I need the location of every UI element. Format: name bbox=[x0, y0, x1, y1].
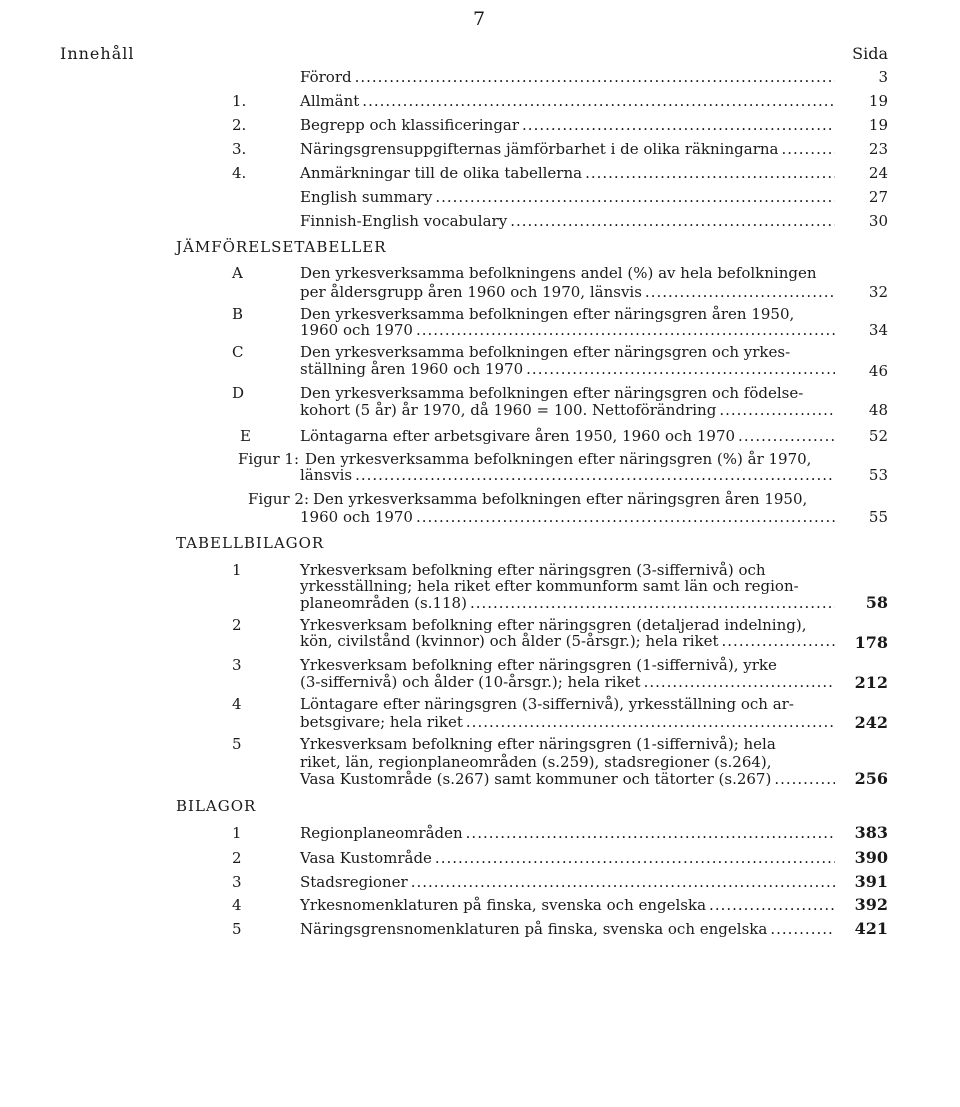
dot-leader bbox=[362, 92, 835, 110]
entry-title-line: Löntagarna efter arbetsgivare åren 1950, 1960 och 1970 bbox=[300, 427, 736, 445]
entry-page: 32 bbox=[868, 283, 888, 301]
dot-leader bbox=[355, 68, 835, 86]
entry-letter: E bbox=[240, 427, 251, 445]
toc-entry-figure-1[interactable] bbox=[300, 466, 835, 484]
entry-page: 53 bbox=[868, 466, 888, 484]
entry-title-line: Vasa Kustområde (s.267) samt kommuner och tätorter (s.267) bbox=[300, 770, 772, 788]
toc-entry-tabellbilaga-1[interactable] bbox=[300, 594, 835, 612]
section-heading-bilagor: BILAGOR bbox=[176, 797, 257, 815]
toc-entry-table-d[interactable] bbox=[300, 401, 835, 419]
entry-title-line: Den yrkesverksamma befolkningen efter näringsgren åren 1950, bbox=[300, 305, 795, 323]
entry-number: 3 bbox=[232, 873, 242, 891]
dot-leader bbox=[411, 873, 835, 891]
entry-page: 256 bbox=[854, 769, 888, 788]
entry-title-line: yrkesställning; hela riket efter kommunform samt län och region- bbox=[300, 577, 799, 595]
entry-title-line: kohort (5 år) år 1970, då 1960 = 100. Nettoförändring bbox=[300, 401, 717, 419]
entry-page: 3 bbox=[878, 68, 888, 86]
entry-number: 5 bbox=[232, 735, 242, 753]
toc-entry-tabellbilaga-5[interactable] bbox=[300, 770, 835, 788]
dot-leader bbox=[585, 164, 835, 182]
entry-title-line: Den yrkesverksamma befolkningen efter näringsgren och födelse- bbox=[300, 384, 804, 402]
entry-title-line: Den yrkesverksamma befolkningen efter näringsgren och yrkes- bbox=[300, 343, 791, 361]
figure-1-label: Figur 1: bbox=[238, 450, 300, 468]
entry-title-line: 1960 och 1970 bbox=[300, 321, 413, 339]
dot-leader bbox=[781, 140, 835, 158]
toc-entry-table-c[interactable] bbox=[300, 360, 835, 378]
entry-letter: B bbox=[232, 305, 244, 323]
entry-page: 52 bbox=[868, 427, 888, 445]
dot-leader bbox=[645, 283, 835, 301]
dot-leader bbox=[416, 321, 835, 339]
entry-number: 1. bbox=[232, 92, 247, 110]
entry-page: 19 bbox=[868, 92, 888, 110]
entry-page: 48 bbox=[868, 401, 888, 419]
toc-entry-tabellbilaga-4[interactable] bbox=[300, 713, 835, 731]
dot-leader bbox=[435, 849, 835, 867]
dot-leader bbox=[719, 401, 835, 419]
entry-title-line: länsvis bbox=[300, 466, 353, 484]
entry-page: 242 bbox=[854, 713, 888, 732]
dot-leader bbox=[770, 920, 835, 938]
entry-letter: C bbox=[232, 343, 244, 361]
dot-leader bbox=[470, 594, 835, 612]
entry-title: Stadsregioner bbox=[300, 873, 408, 891]
entry-title-line: Yrkesverksam befolkning efter näringsgren (3-siffernivå) och bbox=[300, 561, 766, 579]
entry-title: Allmänt bbox=[300, 92, 360, 110]
dot-leader bbox=[644, 673, 835, 691]
entry-number: 1 bbox=[232, 824, 242, 842]
entry-page: 19 bbox=[868, 116, 888, 134]
toc-entry-bilaga-1[interactable] bbox=[300, 824, 835, 842]
entry-title-line: (3-siffernivå) och ålder (10-årsgr.); hela riket bbox=[300, 673, 641, 691]
entry-number: 4. bbox=[232, 164, 247, 182]
toc-entry-begrepp[interactable] bbox=[300, 116, 835, 134]
entry-page: 383 bbox=[854, 823, 888, 842]
entry-page: 23 bbox=[868, 140, 888, 158]
toc-entry-anmarkningar[interactable] bbox=[300, 164, 835, 182]
entry-page: 46 bbox=[868, 362, 888, 380]
toc-entry-bilaga-3[interactable] bbox=[300, 873, 835, 891]
entry-page: 212 bbox=[854, 673, 888, 692]
entry-title: Anmärkningar till de olika tabellerna bbox=[300, 164, 583, 182]
entry-title: Förord bbox=[300, 68, 352, 86]
toc-entry-allmant[interactable] bbox=[300, 92, 835, 110]
entry-page: 27 bbox=[868, 188, 888, 206]
entry-title-line: Den yrkesverksamma befolkningen efter näringsgren åren 1950, bbox=[313, 490, 808, 508]
entry-number: 3. bbox=[232, 140, 247, 158]
toc-entry-tabellbilaga-2[interactable] bbox=[300, 632, 835, 650]
toc-entry-bilaga-4[interactable] bbox=[300, 896, 835, 914]
dot-leader bbox=[526, 360, 835, 378]
entry-page: 34 bbox=[868, 321, 888, 339]
toc-entry-forord[interactable] bbox=[300, 68, 835, 86]
entry-letter: D bbox=[232, 384, 245, 402]
entry-page: 30 bbox=[868, 212, 888, 230]
toc-entry-table-e[interactable] bbox=[300, 427, 835, 445]
entry-title-line: Yrkesverksam befolkning efter näringsgren (detaljerad indelning), bbox=[300, 616, 807, 634]
entry-title-line: Yrkesverksam befolkning efter näringsgren (1-siffernivå); hela bbox=[300, 735, 776, 753]
entry-number: 1 bbox=[232, 561, 242, 579]
toc-entry-english-summary[interactable] bbox=[300, 188, 835, 206]
page-column-header: Sida bbox=[852, 44, 888, 63]
entry-page: 390 bbox=[854, 848, 888, 867]
entry-title-line: planeområden (s.118) bbox=[300, 594, 467, 612]
entry-page: 391 bbox=[854, 872, 888, 891]
entry-number: 2. bbox=[232, 116, 247, 134]
entry-page: 421 bbox=[854, 919, 888, 938]
toc-entry-figure-2[interactable] bbox=[300, 508, 835, 526]
entry-page: 24 bbox=[868, 164, 888, 182]
dot-leader bbox=[466, 713, 835, 731]
toc-entry-bilaga-5[interactable] bbox=[300, 920, 835, 938]
toc-entry-vocabulary[interactable] bbox=[300, 212, 835, 230]
entry-title-line: ställning åren 1960 och 1970 bbox=[300, 360, 524, 378]
toc-entry-jamforbarhet[interactable] bbox=[300, 140, 835, 158]
dot-leader bbox=[722, 632, 835, 650]
entry-number: 2 bbox=[232, 849, 242, 867]
figure-2-label: Figur 2: bbox=[248, 490, 310, 508]
entry-title: English summary bbox=[300, 188, 433, 206]
toc-entry-table-b[interactable] bbox=[300, 321, 835, 339]
entry-page: 58 bbox=[865, 593, 888, 612]
toc-entry-table-a[interactable] bbox=[300, 283, 835, 301]
contents-heading: Innehåll bbox=[60, 44, 135, 63]
entry-title: Finnish-English vocabulary bbox=[300, 212, 508, 230]
dot-leader bbox=[738, 427, 835, 445]
entry-title: Näringsgrensnomenklaturen på finska, svenska och engelska bbox=[300, 920, 768, 938]
entry-title-line: 1960 och 1970 bbox=[300, 508, 413, 526]
entry-title-line: Den yrkesverksamma befolkningens andel (%) av hela befolkningen bbox=[300, 264, 817, 282]
section-heading-jamforelsetabeller: JÄMFÖRELSETABELLER bbox=[176, 238, 387, 256]
entry-number: 4 bbox=[232, 896, 242, 914]
entry-title-line: kön, civilstånd (kvinnor) och ålder (5-årsgr.); hela riket bbox=[300, 632, 719, 650]
entry-title-line: betsgivare; hela riket bbox=[300, 713, 463, 731]
entry-title-line: Yrkesverksam befolkning efter näringsgren (1-siffernivå), yrke bbox=[300, 656, 777, 674]
dot-leader bbox=[709, 896, 835, 914]
entry-title: Regionplaneområden bbox=[300, 824, 463, 842]
entry-title: Näringsgrensuppgifternas jämförbarhet i de olika räkningarna bbox=[300, 140, 779, 158]
page-number: 7 bbox=[473, 8, 486, 30]
entry-title: Begrepp och klassificeringar bbox=[300, 116, 520, 134]
entry-title: Vasa Kustområde bbox=[300, 849, 432, 867]
dot-leader bbox=[510, 212, 835, 230]
entry-title-line: riket, län, regionplaneområden (s.259), stadsregioner (s.264), bbox=[300, 753, 772, 771]
entry-number: 2 bbox=[232, 616, 242, 634]
dot-leader bbox=[522, 116, 835, 134]
entry-number: 4 bbox=[232, 695, 242, 713]
dot-leader bbox=[774, 770, 835, 788]
toc-entry-bilaga-2[interactable] bbox=[300, 849, 835, 867]
dot-leader bbox=[435, 188, 835, 206]
section-heading-tabellbilagor: TABELLBILAGOR bbox=[176, 534, 325, 552]
entry-title-line: Löntagare efter näringsgren (3-siffernivå), yrkesställning och ar- bbox=[300, 695, 794, 713]
toc-entry-tabellbilaga-3[interactable] bbox=[300, 673, 835, 691]
dot-leader bbox=[466, 824, 835, 842]
entry-page: 55 bbox=[868, 508, 888, 526]
dot-leader bbox=[355, 466, 835, 484]
entry-number: 5 bbox=[232, 920, 242, 938]
entry-title-line: Den yrkesverksamma befolkningen efter näringsgren (%) år 1970, bbox=[305, 450, 812, 468]
entry-page: 392 bbox=[854, 895, 888, 914]
entry-title-line: per åldersgrupp åren 1960 och 1970, länsvis bbox=[300, 283, 642, 301]
entry-page: 178 bbox=[854, 633, 888, 652]
entry-letter: A bbox=[232, 264, 243, 282]
entry-title: Yrkesnomenklaturen på finska, svenska och engelska bbox=[300, 896, 707, 914]
entry-number: 3 bbox=[232, 656, 242, 674]
dot-leader bbox=[416, 508, 835, 526]
